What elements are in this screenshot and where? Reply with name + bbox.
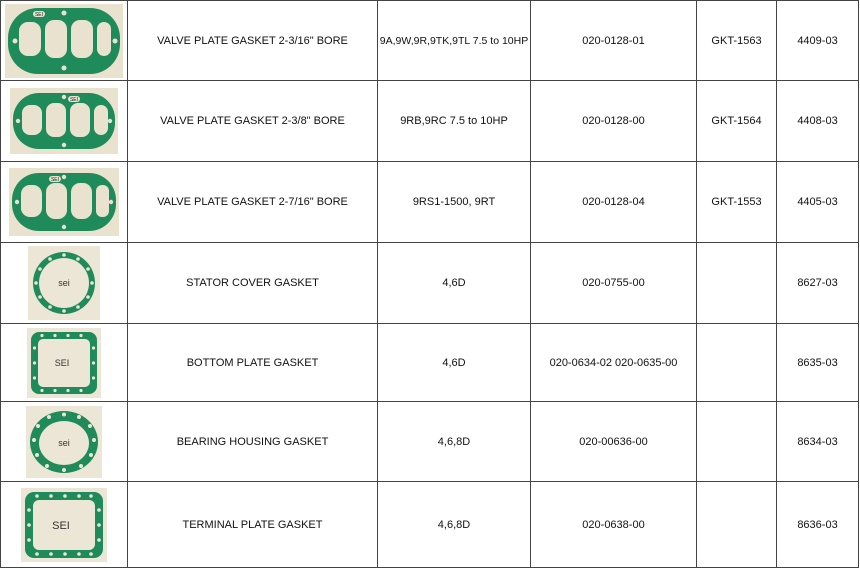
models-cell: 4,6D	[378, 243, 531, 324]
code-cell: 4405-03	[777, 162, 859, 243]
description-cell: VALVE PLATE GASKET 2-3/8" BORE	[128, 81, 378, 162]
code-cell: 4408-03	[777, 81, 859, 162]
gasket-image-cell	[1, 1, 128, 81]
valve-plate-gasket-image	[10, 88, 118, 154]
svg-text:sei: sei	[58, 278, 70, 288]
gasket-image-cell	[1, 324, 128, 402]
part-number-cell: 020-00636-00	[531, 402, 697, 482]
valve-plate-gasket-image	[9, 168, 119, 236]
gasket-image-cell	[1, 162, 128, 243]
description-cell: BOTTOM PLATE GASKET	[128, 324, 378, 402]
part-number-cell: 020-0638-00	[531, 482, 697, 568]
svg-text:SEI: SEI	[54, 357, 70, 368]
part-number-cell: 020-0128-01	[531, 1, 697, 81]
models-cell: 9RB,9RC 7.5 to 10HP	[378, 81, 531, 162]
table-row	[1, 324, 859, 402]
valve-plate-gasket-image	[5, 4, 123, 78]
part-number-cell: 020-0128-00	[531, 81, 697, 162]
code-cell: 8627-03	[777, 243, 859, 324]
table-row	[1, 162, 859, 243]
bearing-housing-gasket-image	[26, 406, 102, 478]
part-number-cell: 020-0634-02 020-0635-00	[531, 324, 697, 402]
table-row	[1, 482, 859, 568]
models-cell: 4,6D	[378, 324, 531, 402]
gasket-image-cell	[1, 482, 128, 568]
part-number-cell: 020-0755-00	[531, 243, 697, 324]
table-row	[1, 243, 859, 324]
gkt-cell: GKT-1553	[697, 162, 777, 243]
gasket-image-cell	[1, 81, 128, 162]
gkt-cell: GKT-1564	[697, 81, 777, 162]
models-cell: 4,6,8D	[378, 482, 531, 568]
svg-text:SEI: SEI	[69, 97, 79, 103]
gkt-cell	[697, 243, 777, 324]
models-cell: 4,6,8D	[378, 402, 531, 482]
description-cell: VALVE PLATE GASKET 2-7/16" BORE	[128, 162, 378, 243]
svg-text:sei: sei	[58, 437, 70, 448]
gkt-cell	[697, 324, 777, 402]
table-row	[1, 402, 859, 482]
gkt-cell	[697, 482, 777, 568]
description-cell: BEARING HOUSING GASKET	[128, 402, 378, 482]
svg-text:SEI: SEI	[52, 519, 70, 532]
description-cell: TERMINAL PLATE GASKET	[128, 482, 378, 568]
part-number-cell: 020-0128-04	[531, 162, 697, 243]
gasket-image-cell	[1, 402, 128, 482]
gkt-cell	[697, 402, 777, 482]
table-row	[1, 81, 859, 162]
svg-text:SEI: SEI	[34, 11, 44, 18]
models-cell: 9RS1-1500, 9RT	[378, 162, 531, 243]
code-cell: 8636-03	[777, 482, 859, 568]
svg-text:SEI: SEI	[50, 177, 60, 183]
description-cell: STATOR COVER GASKET	[128, 243, 378, 324]
terminal-plate-gasket-image	[21, 488, 107, 562]
bottom-plate-gasket-image	[27, 328, 101, 398]
stator-cover-gasket-image	[28, 246, 100, 320]
code-cell: 8634-03	[777, 402, 859, 482]
models-cell: 9A,9W,9R,9TK,9TL 7.5 to 10HP	[378, 1, 531, 81]
table-row	[1, 1, 859, 81]
gasket-image-cell	[1, 243, 128, 324]
code-cell: 8635-03	[777, 324, 859, 402]
description-cell: VALVE PLATE GASKET 2-3/16" BORE	[128, 1, 378, 81]
gkt-cell: GKT-1563	[697, 1, 777, 81]
code-cell: 4409-03	[777, 1, 859, 81]
